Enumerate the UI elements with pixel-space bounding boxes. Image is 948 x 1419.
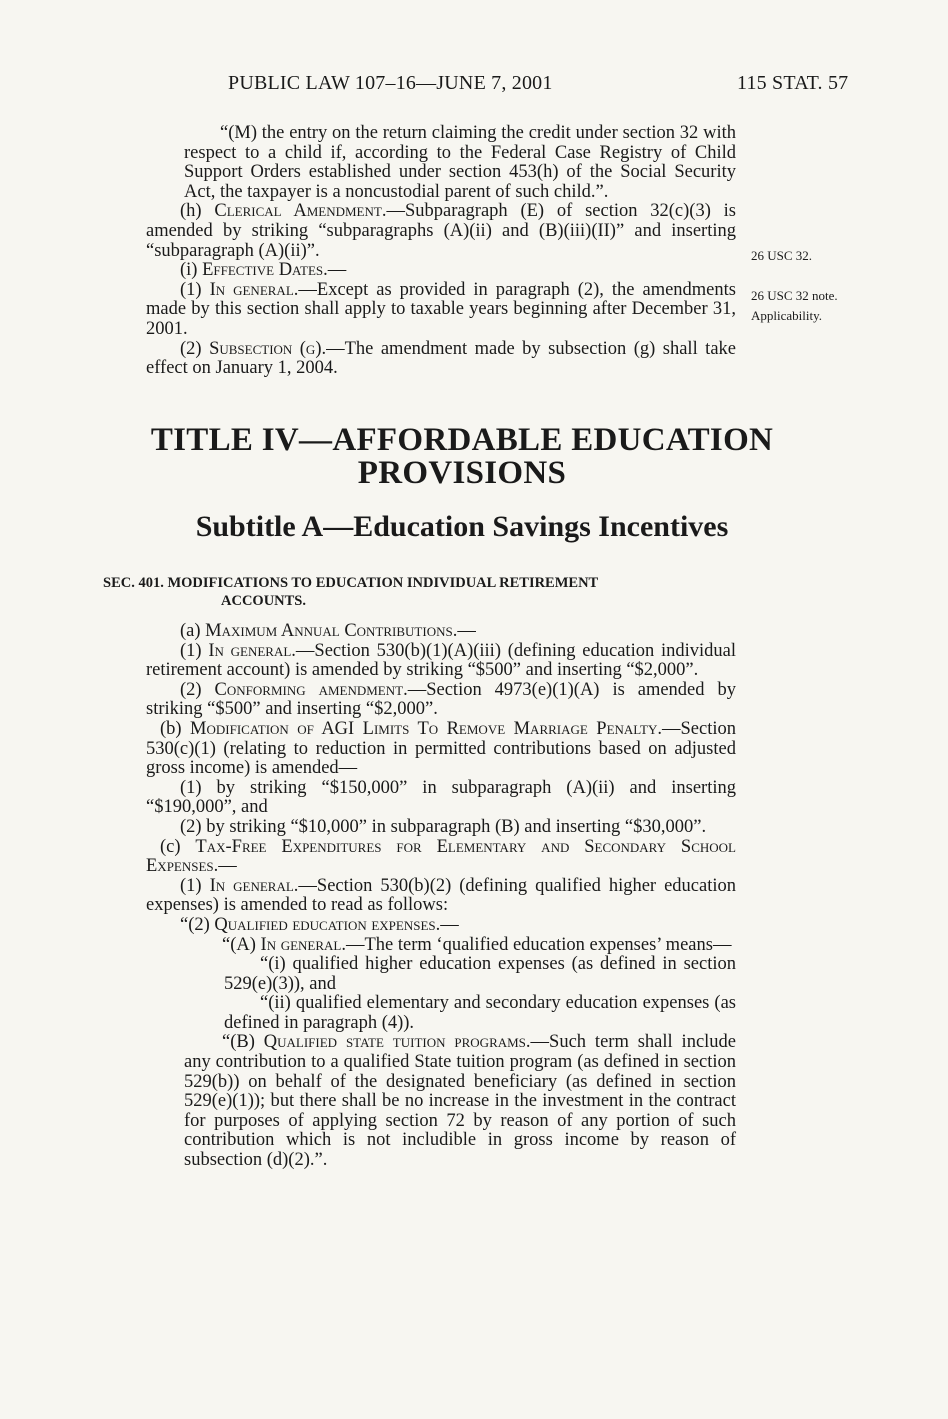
quoted-subparagraph-b: “(B) Qualified state tuition programs.—Such term shall include any contribution to a qualified State tuition program (as defined in section 529(b)) on behalf of the designated beneficiary (as defined in section 529(e)(1)); but there shall be no increase in the investment in the contract for purposes of applying section 72 by reason of any portion of such contribution which is not includible in gross income by reason of subsection (d)(2).”. bbox=[184, 1032, 737, 1171]
margin-note-usc-note: 26 USC 32 note. bbox=[751, 288, 838, 303]
subsection-c: (c) Tax-Free Expenditures for Elementary and Secondary School Expenses.— bbox=[146, 836, 736, 877]
subsection-c-1: (1) In general.—Section 530(b)(2) (defining qualified higher education expenses) is amended to read as follows: bbox=[146, 875, 736, 916]
page-citation: 115 STAT. 57 bbox=[737, 72, 849, 94]
subsection-b-2: (2) by striking “$10,000” in subparagraph (B) and inserting “$30,000”. bbox=[180, 816, 707, 837]
quoted-paragraph-2: “(2) Qualified education expenses.— bbox=[180, 914, 459, 935]
subsection-h: (h) Clerical Amendment.—Subparagraph (E) of section 32(c)(3) is amended by striking “subparagraphs (A)(ii) and (B)(iii)(II)” and inserting “subparagraph (A)(ii)”. bbox=[146, 201, 736, 261]
margin-note-applicability: Applicability. bbox=[751, 308, 823, 323]
subsection-b: (b) Modification of AGI Limits To Remove Marriage Penalty.—Section 530(c)(1) (relating to reduction in permitted contributions based on adjusted gross income) is amended— bbox=[146, 718, 736, 779]
subsection-i: (i) Effective Dates.— bbox=[180, 260, 347, 281]
quoted-clause-ii: “(ii) qualified elementary and secondary education expenses (as defined in paragraph (4)). bbox=[224, 993, 736, 1033]
subsection-i-1: (1) In general.—Except as provided in paragraph (2), the amendments made by this section shall apply to taxable years beginning after December 31, 2001. bbox=[146, 279, 736, 339]
page-header bbox=[0, 72, 948, 102]
paragraph-m: “(M) the entry on the return claiming the credit under section 32 with respect to a child if, according to the Federal Case Registry of Child Support Orders established under section 453(h) of the Social Security Act, the taxpayer is a noncustodial parent of such child.”. bbox=[184, 123, 736, 202]
subsection-a: (a) Maximum Annual Contributions.— bbox=[180, 621, 476, 641]
quoted-clause-i: “(i) qualified higher education expenses (as defined in section 529(e)(3)), and bbox=[224, 954, 736, 994]
subsection-b-1: (1) by striking “$150,000” in subparagraph (A)(ii) and inserting “$190,000”, and bbox=[146, 777, 736, 818]
subsection-a-2: (2) Conforming amendment.—Section 4973(e)(1)(A) is amended by striking “$500” and inserting “$2,000”. bbox=[146, 679, 736, 720]
subsection-i-2: (2) Subsection (g).—The amendment made by subsection (g) shall take effect on January 1, 2004. bbox=[146, 338, 736, 379]
subsection-a-1: (1) In general.—Section 530(b)(1)(A)(iii) (defining education individual retirement account) is amended by striking “$500” and inserting “$2,000”. bbox=[146, 640, 736, 681]
running-head: PUBLIC LAW 107–16—JUNE 7, 2001 bbox=[228, 72, 553, 94]
section-401-body bbox=[146, 622, 736, 1171]
margin-note-usc: 26 USC 32. bbox=[751, 248, 813, 263]
subsection-h-heading: Clerical Amendment bbox=[214, 201, 382, 222]
subsection-i-heading: Effective Dates bbox=[202, 260, 324, 281]
title-heading: TITLE IV—AFFORDABLE EDUCATION PROVISIONS bbox=[150, 422, 774, 491]
quoted-subparagraph-a: “(A) In general.—The term ‘qualified education expenses’ means— bbox=[222, 934, 732, 955]
continued-text bbox=[146, 124, 736, 379]
section-heading: SEC. 401. MODIFICATIONS TO EDUCATION INDIVIDUAL RETIREMENT ACCOUNTS. bbox=[103, 575, 599, 609]
subtitle-heading: Subtitle A—Education Savings Incentives bbox=[195, 510, 729, 543]
